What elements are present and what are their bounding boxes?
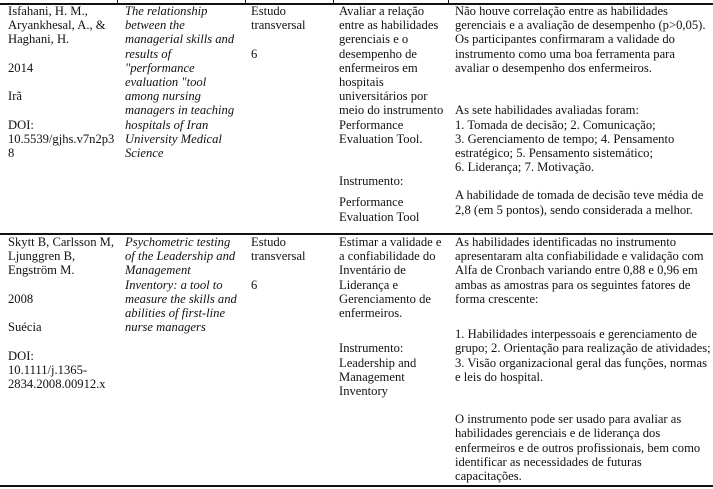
text-line: abilities of first-line <box>125 305 226 320</box>
text-line: Gerenciamento de <box>339 291 431 306</box>
text-line: transversal <box>251 18 306 33</box>
text-line: Management <box>125 263 191 278</box>
text-line <box>455 306 711 320</box>
text-line: A habilidade de tomada de decisão teve média de <box>455 188 704 203</box>
text-line: Leadership and <box>339 355 417 370</box>
text-line <box>339 320 441 334</box>
column-tick <box>245 0 246 4</box>
text-line <box>8 306 114 320</box>
text-line: Inventory: a tool to <box>125 277 223 292</box>
text-line: Inventário de <box>339 263 406 278</box>
text-line: Evaluation Tool <box>339 209 420 224</box>
text-line: Estudo <box>251 235 286 249</box>
text-line: capacitações. <box>455 469 522 483</box>
text-line: gerenciais e a avaliação de desempenho (p>0,05). <box>455 18 706 33</box>
spacer <box>339 188 443 195</box>
text-line <box>8 334 114 348</box>
text-line: Aryankhesal, A., & <box>8 18 106 33</box>
text-line: hospitais <box>339 74 384 89</box>
text-line: ambas as amostras para os seguintes fatores de <box>455 277 691 292</box>
text-line: measure the skills and <box>125 291 237 306</box>
text-line: Science <box>125 145 164 160</box>
text-line: universitários por <box>339 89 428 104</box>
text-line: Skytt B, Carlsson M, <box>8 235 115 249</box>
text-line: 10.1111/j.1365- <box>8 362 88 377</box>
text-line: meio do instrumento <box>339 103 444 118</box>
text-line: enfermeiros e de outros profissionais, bem como <box>455 440 701 455</box>
text-line: between the <box>125 18 185 33</box>
text-line: Evaluation Tool. <box>339 131 423 146</box>
text-line: 10.5539/gjhs.v7n2p3 <box>8 131 115 146</box>
text-line <box>339 160 443 174</box>
text-line: Management <box>339 369 405 384</box>
text-line <box>455 89 705 103</box>
text-line: As sete habilidades avaliadas foram: <box>455 103 639 118</box>
text-line <box>8 47 114 61</box>
text-line: Psychometric testing <box>125 235 231 249</box>
results-cell <box>455 235 711 483</box>
design-cell <box>251 235 306 292</box>
text-line: identificar as necessidades de futuras <box>455 454 642 469</box>
text-line: 8 <box>8 145 15 160</box>
text-line <box>251 263 306 277</box>
text-line: evaluation "tool <box>125 74 207 89</box>
text-line <box>8 278 114 292</box>
text-line: managers in teaching <box>125 103 235 118</box>
text-line: 3. Gerenciamento de tempo; 4. Pensamento <box>455 131 675 146</box>
column-tick <box>117 0 118 4</box>
authors-cell <box>8 4 114 160</box>
text-line: Ljunggren B, <box>8 249 76 264</box>
text-line: e leis do hospital. <box>455 369 544 384</box>
text-line: 1. Habilidades interpessoais e gerenciamento de <box>455 327 697 342</box>
text-line: Isfahani, H. M., <box>8 4 88 18</box>
text-line: of the Leadership and <box>125 249 236 264</box>
text-line <box>339 146 443 160</box>
text-line: habilidades gerenciais e de liderança dos <box>455 426 661 441</box>
title-cell <box>125 4 234 160</box>
text-line: Suécia <box>8 320 42 335</box>
text-line: among nursing <box>125 89 201 104</box>
text-line: a confiabilidade do <box>339 249 436 264</box>
text-line <box>455 174 705 188</box>
column-tick <box>333 0 334 4</box>
text-line: Performance <box>339 117 404 132</box>
text-line: transversal <box>251 249 306 264</box>
text-line: 2834.2008.00912.x <box>8 376 106 391</box>
text-line: entre as habilidades <box>339 18 439 33</box>
text-line <box>8 103 114 117</box>
text-line: "performance <box>125 60 195 75</box>
text-line: forma crescente: <box>455 291 539 306</box>
text-line: apresentaram alta confiabilidade e validação com <box>455 249 704 264</box>
text-line: grupo; 2. Orientação para realização de atividades; <box>455 341 711 356</box>
text-line: University Medical <box>125 131 222 146</box>
text-line: Engström M. <box>8 263 75 278</box>
authors-cell <box>8 235 114 391</box>
text-line: Inventory <box>339 383 388 398</box>
text-line: managerial skills and <box>125 32 235 47</box>
spacer <box>455 320 711 327</box>
text-line: Haghani, H. <box>8 32 70 47</box>
text-line: Instrumento: <box>339 174 404 189</box>
text-line: Os participantes confirmaram a validade do <box>455 32 675 47</box>
text-line: The relationship <box>125 4 208 18</box>
text-line: 1. Tomada de decisão; 2. Comunicação; <box>455 117 656 132</box>
text-line: gerenciais e o <box>339 32 409 47</box>
spacer <box>339 334 441 341</box>
text-line: As habilidades identificadas no instrumento <box>455 235 677 249</box>
text-line: Avaliar a relação <box>339 4 425 18</box>
objective-cell <box>339 4 443 224</box>
text-line: 2014 <box>8 60 34 75</box>
text-line: nurse managers <box>125 320 206 335</box>
text-line: enfermeiros em <box>339 60 418 75</box>
objective-cell <box>339 235 441 398</box>
text-line: Performance <box>339 195 404 210</box>
column-tick <box>448 0 449 4</box>
text-line: DOI: <box>8 348 34 363</box>
text-line: 2,8 (em 5 pontos), sendo considerada a melhor. <box>455 202 693 217</box>
results-cell <box>455 4 705 217</box>
text-line <box>251 32 306 46</box>
text-line: 2008 <box>8 291 34 306</box>
text-line: Estudo <box>251 4 286 18</box>
title-cell <box>125 235 237 334</box>
text-line: 6. Liderança; 7. Motivação. <box>455 160 595 175</box>
text-line: 6 <box>251 277 258 292</box>
text-line: hospitals of Iran <box>125 117 209 132</box>
text-line: 3. Visão organizacional geral das funções, normas <box>455 355 707 370</box>
text-line: Irã <box>8 89 22 104</box>
text-line <box>455 384 711 398</box>
table-bottom-border <box>0 485 713 487</box>
text-line: 6 <box>251 46 258 61</box>
text-line: avaliar o desempenho dos enfermeiros. <box>455 60 652 75</box>
text-line: Não houve correlação entre as habilidades <box>455 4 668 18</box>
text-line: Instrumento: <box>339 341 404 356</box>
text-line: Alfa de Cronbach variando entre 0,88 e 0,96 em <box>455 263 698 278</box>
text-line: DOI: <box>8 117 34 132</box>
design-cell <box>251 4 306 61</box>
text-line <box>455 398 711 412</box>
text-line <box>455 75 705 89</box>
text-line: results of <box>125 46 172 61</box>
text-line: desempenho de <box>339 46 417 61</box>
text-line: O instrumento pode ser usado para avaliar as <box>455 412 682 427</box>
text-line: estratégico; 5. Pensamento sistemático; <box>455 145 653 160</box>
text-line: instrumento como uma boa ferramenta para <box>455 46 675 61</box>
text-line <box>8 75 114 89</box>
text-line: enfermeiros. <box>339 305 403 320</box>
text-line: Liderança e <box>339 277 399 292</box>
text-line: Estimar a validade e <box>339 235 442 249</box>
